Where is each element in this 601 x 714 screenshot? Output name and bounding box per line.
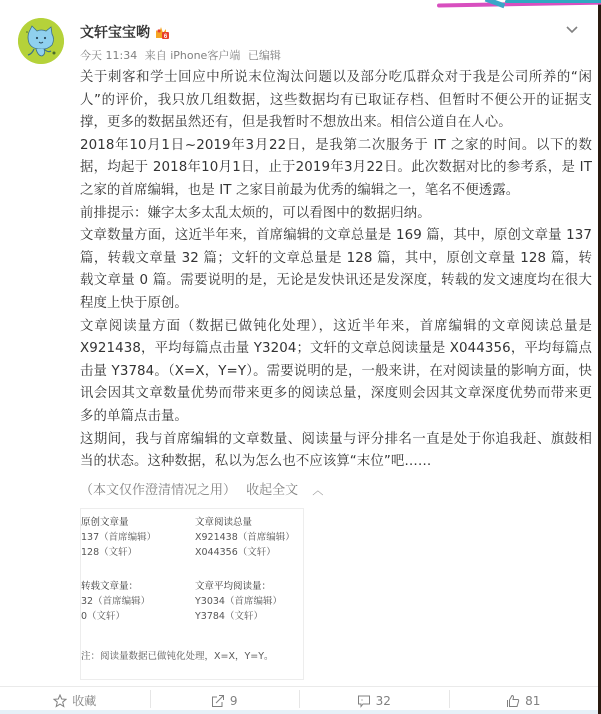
embed-footnote: 注：阅读量数据已做钝化处理，X=X，Y=Y。 <box>81 651 274 662</box>
bottom-strip <box>0 710 598 714</box>
favorite-label: 收藏 <box>72 694 97 708</box>
vip-crown-icon[interactable] <box>155 26 169 39</box>
thumbs-up-icon <box>506 694 520 708</box>
original-count-block <box>81 515 156 560</box>
avg-reads-line: Y3784（文轩） <box>195 611 263 622</box>
top-decoration <box>425 0 601 9</box>
original-count-title: 原创文章量 <box>81 517 129 528</box>
total-reads-block <box>195 515 295 560</box>
total-reads-line: X921438（首席编辑） <box>195 532 295 543</box>
post-meta <box>80 49 285 63</box>
paragraph: 这期间，我与首席编辑的文章数量、阅读量与评分排名一直是处于你追我赶、旗鼓相当的状态。这种数据，私以为怎么也不应该算“末位”吧…… <box>80 431 592 470</box>
chevron-down-icon[interactable] <box>565 22 579 36</box>
author-name[interactable]: 文轩宝宝哟 <box>80 25 150 41</box>
avg-reads-block <box>195 579 282 624</box>
post-source: 来自 iPhone客户端 <box>144 49 241 62</box>
comment-icon <box>357 694 371 708</box>
collapse-row <box>80 481 323 501</box>
post-body <box>80 67 592 474</box>
paragraph: 文章阅读量方面（数据已做钝化处理），这近半年来，首席编辑的文章阅读总量是 X921438，平均每篇点击量 Y3204；文轩的文章总阅读量是 X044356，平均每篇点击量 Y3784。（X=X，Y=Y）。需要说明的是，一般来讲，在对阅读量的影响方面，快讯会因其文章数量优势而带来更多的阅读总量，深度则会因其文章深度优势而带来更多的单篇点击量。 <box>80 318 592 424</box>
comment-count: 32 <box>375 693 391 708</box>
paragraph: 文章数量方面，这近半年来，首席编辑的文章总量是 169 篇，其中，原创文章量 137 篇，转载文章量 32 篇；文轩的文章总量是 128 篇，其中，原创文章量 128 篇，转载文章量 0 篇。需要说明的是，无论是发快讯还是发深度，转载的发文速度均在很大程度上快于原创。 <box>80 228 592 311</box>
like-count: 81 <box>525 693 541 708</box>
paragraph: 2018年10月1日~2019年3月22日，是我第二次服务于 IT 之家的时间。以下的数据，均起于 2018年10月1日，止于2019年3月22日。此次数据对比的参考系，是 IT 之家的首席编辑，也是 IT 之家目前最为优秀的编辑之一，笔名不便透露。 <box>80 137 592 198</box>
post-header <box>18 18 591 68</box>
repost-count-line: 0（文轩） <box>81 611 126 622</box>
edited-label[interactable]: 已编辑 <box>247 49 281 62</box>
chevron-up-icon: ︿ <box>312 484 324 497</box>
post-time[interactable]: 今天 11:34 <box>80 49 138 62</box>
avatar[interactable] <box>18 18 64 64</box>
embedded-image[interactable] <box>80 508 304 680</box>
svg-text:6: 6 <box>163 33 168 39</box>
avg-reads-title: 文章平均阅读量： <box>195 581 272 592</box>
collapse-label: 收起全文 <box>246 483 299 498</box>
share-icon <box>211 694 225 708</box>
star-icon <box>53 694 67 708</box>
avg-reads-line: Y3034（首席编辑） <box>195 596 282 607</box>
total-reads-title: 文章阅读总量 <box>195 517 253 528</box>
original-count-line: 128（文轩） <box>81 547 138 558</box>
collapse-text-button[interactable] <box>246 483 323 498</box>
paragraph: 前排提示：嫌字太多太乱太烦的，可以看图中的数据归纳。 <box>80 205 431 221</box>
total-reads-line: X044356（文轩） <box>195 547 276 558</box>
post-note: （本文仅作澄清情况之用） <box>80 483 237 498</box>
repost-count-title: 转载文章量： <box>81 581 139 592</box>
repost-count: 9 <box>229 693 238 708</box>
paragraph: 关于刺客和学士回应中所说末位淘汰问题以及部分吃瓜群众对于我是公司所养的“闲人”的评价，我只放几组数据，这些数据均有已取证存档、但暂时不便公开的证据支撑，更多的数据虽然还有，但是我暂时不想放出来。相信公道自在人心。 <box>80 70 592 131</box>
repost-count-line: 32（首席编辑） <box>81 596 151 607</box>
repost-count-block <box>81 579 150 624</box>
original-count-line: 137（首席编辑） <box>81 532 157 543</box>
cat-avatar-icon <box>18 18 64 64</box>
